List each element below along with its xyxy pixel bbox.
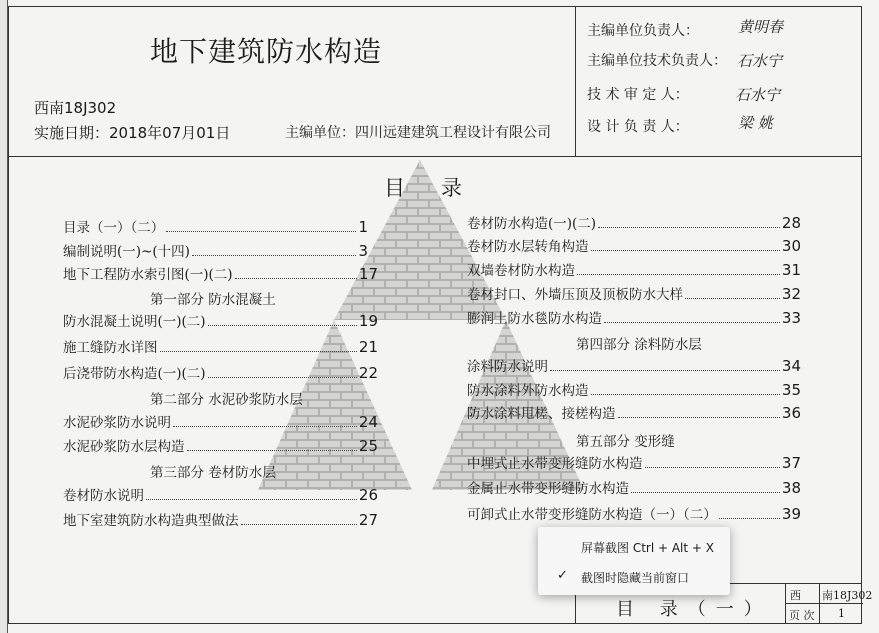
- toc-entry: [467, 477, 801, 497]
- toc-entry-label: 防水涂料甩槎、接槎构造: [467, 406, 616, 422]
- toc-entry-label: 地下工程防水索引图(一)(二): [63, 267, 233, 283]
- toc-entry: [467, 379, 801, 399]
- toc-entry: [63, 362, 378, 382]
- toc-entry-page: 33: [781, 309, 801, 327]
- toc-entry: [467, 235, 801, 255]
- toc-entry: [63, 509, 378, 529]
- footer-info-table: [785, 584, 873, 624]
- toc-section-heading: 第五部分 变形缝: [576, 434, 675, 450]
- toc-entry-page: 3: [358, 242, 368, 260]
- resp-label-4: 设 计 负 责 人：: [587, 119, 689, 135]
- toc-entry-label: 防水涂料外防水构造: [467, 383, 589, 399]
- toc-entry: [63, 263, 378, 283]
- toc-entry-page: 21: [358, 338, 378, 356]
- screenshot-context-menu: [538, 527, 730, 595]
- toc-entry-label: 编制说明(一)~(十四): [63, 244, 190, 260]
- toc-entry-page: 1: [358, 218, 368, 236]
- toc-section-heading: 第二部分 水泥砂浆防水层: [150, 392, 303, 408]
- toc-entry-label: 金属止水带变形缝防水构造: [467, 481, 629, 497]
- toc-entry-page: 26: [358, 486, 378, 504]
- editing-unit: 主编单位：四川远建建筑工程设计有限公司: [285, 125, 551, 141]
- toc-entry-page: 31: [781, 261, 801, 279]
- footer-code-label: 西: [790, 589, 801, 602]
- toc-entry-page: 38: [781, 479, 801, 497]
- toc-entry-page: 24: [358, 413, 378, 431]
- toc-entry-label: 涂料防水说明: [467, 359, 548, 375]
- toc-entry: [467, 402, 801, 422]
- toc-entry: [63, 411, 378, 431]
- toc-entry-label: 卷材防水说明: [63, 488, 144, 504]
- toc-entry-page: 30: [781, 237, 801, 255]
- toc-section-heading: 第一部分 防水混凝土: [150, 292, 276, 308]
- toc-entry-label: 卷材封口、外墙压顶及顶板防水大样: [467, 287, 683, 303]
- toc-entry: [63, 435, 378, 455]
- toc-entry-label: 施工缝防水详图: [63, 340, 158, 356]
- toc-entry: [467, 503, 801, 523]
- toc-entry-page: 28: [781, 214, 801, 232]
- signature-4: 梁 姚: [738, 114, 773, 132]
- toc-entry: [63, 336, 378, 356]
- toc-section-heading: 第四部分 涂料防水层: [576, 337, 702, 353]
- toc-entry: [63, 310, 378, 330]
- menu-item-screenshot[interactable]: [538, 532, 730, 560]
- checkmark-icon: ✓: [557, 568, 568, 583]
- toc-entry: [467, 283, 801, 303]
- toc-entry: [63, 484, 378, 504]
- resp-label-3: 技 术 审 定 人：: [587, 87, 689, 103]
- toc-entry-page: 35: [781, 381, 801, 399]
- toc-entry-label: 可卸式止水带变形缝防水构造（一）（二）: [467, 507, 717, 523]
- toc-entry-label: 防水混凝土说明(一)(二): [63, 314, 206, 330]
- toc-entry: [467, 259, 801, 279]
- toc-entry-page: 39: [781, 505, 801, 523]
- signature-3: 石水宁: [735, 86, 781, 104]
- toc-entry-page: 25: [358, 437, 378, 455]
- toc-entry-page: 37: [781, 454, 801, 472]
- toc-entry: [467, 355, 801, 375]
- toc-entry: [467, 452, 801, 472]
- toc-entry-label: 卷材防水层转角构造: [467, 239, 589, 255]
- toc-entry: [63, 216, 368, 236]
- signature-1: 黄明春: [738, 18, 784, 36]
- toc-entry-label: 膨润土防水毯防水构造: [467, 311, 602, 327]
- menu-item-label: 截图时隐藏当前窗口: [581, 571, 690, 585]
- signature-2: 石水宁: [737, 52, 783, 70]
- toc-entry-page: 17: [358, 265, 378, 283]
- toc-entry-page: 34: [781, 357, 801, 375]
- footer-title: 目 录（一）: [616, 599, 772, 620]
- toc-entry-label: 双墙卷材防水构造: [467, 263, 575, 279]
- footer-page-value: 1: [838, 607, 845, 620]
- toc-entry-page: 32: [781, 285, 801, 303]
- atlas-code: 西南18J302: [34, 99, 117, 117]
- footer-page-label: 页 次: [789, 609, 815, 622]
- toc-entry-page: 36: [781, 404, 801, 422]
- toc-entry-page: 27: [358, 511, 378, 529]
- toc-title: 目录: [384, 176, 498, 200]
- document-title: 地下建筑防水构造: [150, 35, 383, 68]
- toc-entry: [63, 240, 368, 260]
- toc-entry-page: 19: [358, 312, 378, 330]
- footer-code-value: 南18J302: [822, 589, 873, 602]
- toc-entry-label: 目录（一）（二）: [63, 220, 165, 236]
- toc-entry-label: 水泥砂浆防水层构造: [63, 439, 185, 455]
- effective-date: 实施日期：2018年07月01日: [34, 124, 231, 142]
- menu-item-hide-window[interactable]: [538, 562, 730, 590]
- menu-item-label: 屏幕截图 Ctrl + Alt + X: [581, 541, 715, 555]
- toc-entry-page: 22: [358, 364, 378, 382]
- toc-entry-label: 水泥砂浆防水说明: [63, 415, 171, 431]
- toc-entry: [467, 212, 801, 232]
- toc-entry-label: 后浇带防水构造(一)(二): [63, 366, 206, 382]
- resp-label-2: 主编单位技术负责人：: [587, 53, 727, 69]
- toc-entry-label: 中埋式止水带变形缝防水构造: [467, 456, 643, 472]
- toc-entry: [467, 307, 801, 327]
- toc-section-heading: 第三部分 卷材防水层: [150, 465, 276, 481]
- resp-label-1: 主编单位负责人：: [587, 23, 699, 39]
- toc-entry-label: 地下室建筑防水构造典型做法: [63, 513, 239, 529]
- toc-entry-label: 卷材防水构造(一)(二): [467, 216, 597, 232]
